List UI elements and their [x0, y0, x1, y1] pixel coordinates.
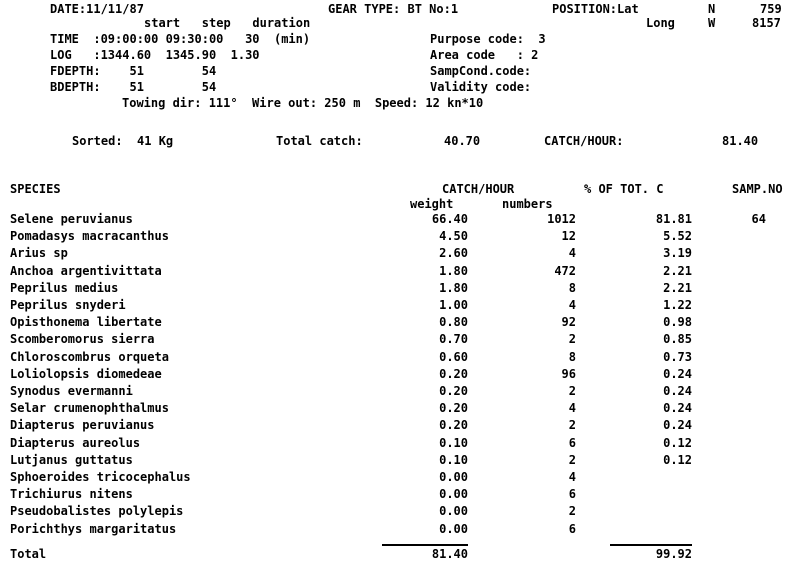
numbers-value: 4 — [568, 246, 576, 260]
percent-value: 0.73 — [663, 350, 692, 364]
numbers-value: 2 — [568, 418, 576, 432]
species-name: Selar crumenophthalmus — [10, 401, 169, 415]
position-label: POSITION:Lat — [552, 2, 639, 16]
weight-value: 0.20 — [439, 367, 468, 381]
weight-value: 0.00 — [439, 470, 468, 484]
weight-total-rule — [382, 544, 468, 546]
percent-value: 0.98 — [663, 315, 692, 329]
weight-value: 0.00 — [439, 487, 468, 501]
species-name: Peprilus snyderi — [10, 298, 126, 312]
species-name: Pomadasys macracanthus — [10, 229, 169, 243]
weight-value: 0.70 — [439, 332, 468, 346]
date-label: DATE:11/11/87 — [50, 2, 144, 16]
percent-total-header: % OF TOT. C — [584, 182, 664, 196]
numbers-value: 8 — [568, 281, 576, 295]
species-name: Trichiurus nitens — [10, 487, 133, 501]
area-code: Area code : 2 — [430, 48, 539, 62]
species-name: Loliolopsis diomedeae — [10, 367, 162, 381]
total-catch-value: 40.70 — [444, 134, 481, 148]
species-name: Peprilus medius — [10, 281, 119, 295]
numbers-value: 4 — [568, 298, 576, 312]
weight-value: 66.40 — [431, 212, 468, 226]
percent-value: 0.24 — [663, 418, 692, 432]
percent-value: 0.12 — [663, 453, 692, 467]
percent-value: 0.12 — [663, 436, 692, 450]
weight-value: 0.80 — [439, 315, 468, 329]
numbers-value: 2 — [568, 504, 576, 518]
percent-value: 1.22 — [663, 298, 692, 312]
species-name: Diapterus peruvianus — [10, 418, 155, 432]
numbers-header: numbers — [502, 197, 553, 211]
long-direction: W — [708, 16, 716, 30]
long-value: 8157 — [752, 16, 781, 30]
gear-type: GEAR TYPE: BT No:1 — [328, 2, 459, 16]
species-name: Synodus evermanni — [10, 384, 133, 398]
numbers-value: 2 — [568, 453, 576, 467]
bdepth-row: BDEPTH: 51 54 — [50, 80, 217, 94]
species-name: Diapterus aureolus — [10, 436, 141, 450]
total-weight: 81.40 — [431, 547, 468, 561]
species-name: Arius sp — [10, 246, 68, 260]
numbers-value: 96 — [561, 367, 576, 381]
lat-direction: N — [708, 2, 716, 16]
numbers-value: 4 — [568, 470, 576, 484]
weight-value: 0.60 — [439, 350, 468, 364]
species-name: Chloroscombrus orqueta — [10, 350, 169, 364]
lat-value: 759 — [760, 2, 782, 16]
total-label: Total — [10, 547, 47, 561]
log-row: LOG :1344.60 1345.90 1.30 — [50, 48, 260, 62]
percent-value: 5.52 — [663, 229, 692, 243]
weight-value: 4.50 — [439, 229, 468, 243]
time-row: TIME :09:00:00 09:30:00 30 (min) — [50, 32, 311, 46]
percent-total-rule — [610, 544, 692, 546]
total-catch-label: Total catch: — [276, 134, 363, 148]
species-name: Porichthys margaritatus — [10, 522, 177, 536]
sorted-weight: Sorted: 41 Kg — [72, 134, 174, 148]
percent-value: 0.24 — [663, 367, 692, 381]
sample-value: 64 — [751, 212, 766, 226]
species-name: Opisthonema libertate — [10, 315, 162, 329]
weight-value: 1.00 — [439, 298, 468, 312]
species-header: SPECIES — [10, 182, 61, 196]
long-label: Long — [646, 16, 675, 30]
total-percent: 99.92 — [655, 547, 692, 561]
numbers-value: 6 — [568, 487, 576, 501]
weight-value: 0.20 — [439, 418, 468, 432]
weight-value: 0.00 — [439, 504, 468, 518]
numbers-value: 1012 — [547, 212, 576, 226]
column-labels: start step duration — [144, 16, 311, 30]
percent-value: 2.21 — [663, 281, 692, 295]
weight-value: 1.80 — [439, 264, 468, 278]
percent-value: 2.21 — [663, 264, 692, 278]
weight-value: 0.20 — [439, 401, 468, 415]
weight-value: 0.10 — [439, 436, 468, 450]
samp-cond-code: SampCond.code: — [430, 64, 532, 78]
numbers-value: 472 — [554, 264, 576, 278]
weight-value: 0.10 — [439, 453, 468, 467]
species-name: Lutjanus guttatus — [10, 453, 133, 467]
weight-value: 0.20 — [439, 384, 468, 398]
towing-row: Towing dir: 111° Wire out: 250 m Speed: 12 kn*10 — [122, 96, 484, 110]
numbers-value: 92 — [561, 315, 576, 329]
species-name: Anchoa argentivittata — [10, 264, 162, 278]
catch-hour-label: CATCH/HOUR: — [544, 134, 624, 148]
percent-value: 0.85 — [663, 332, 692, 346]
species-name: Scomberomorus sierra — [10, 332, 155, 346]
sample-number-header: SAMP.NO — [732, 182, 783, 196]
species-name: Selene peruvianus — [10, 212, 133, 226]
numbers-value: 6 — [568, 436, 576, 450]
numbers-value: 4 — [568, 401, 576, 415]
purpose-code: Purpose code: 3 — [430, 32, 546, 46]
percent-value: 0.24 — [663, 401, 692, 415]
weight-value: 2.60 — [439, 246, 468, 260]
catch-hour-value: 81.40 — [722, 134, 759, 148]
fdepth-row: FDEPTH: 51 54 — [50, 64, 217, 78]
species-name: Pseudobalistes polylepis — [10, 504, 184, 518]
percent-value: 3.19 — [663, 246, 692, 260]
numbers-value: 8 — [568, 350, 576, 364]
percent-value: 81.81 — [655, 212, 692, 226]
weight-value: 1.80 — [439, 281, 468, 295]
percent-value: 0.24 — [663, 384, 692, 398]
weight-header: weight — [410, 197, 454, 211]
numbers-value: 2 — [568, 384, 576, 398]
validity-code: Validity code: — [430, 80, 532, 94]
catch-hour-header: CATCH/HOUR — [442, 182, 515, 196]
numbers-value: 6 — [568, 522, 576, 536]
weight-value: 0.00 — [439, 522, 468, 536]
numbers-value: 2 — [568, 332, 576, 346]
numbers-value: 12 — [561, 229, 576, 243]
species-name: Sphoeroides tricocephalus — [10, 470, 191, 484]
